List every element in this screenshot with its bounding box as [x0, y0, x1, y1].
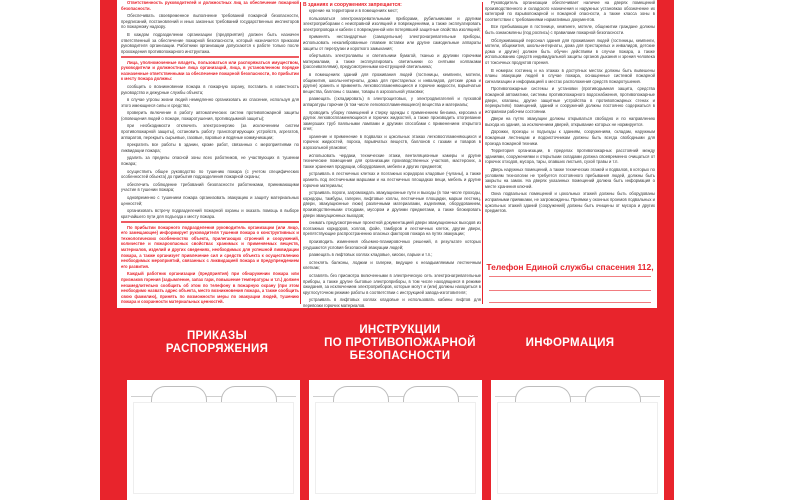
rescue-phone-line: Телефон Единой службы спасения 112, [486, 262, 654, 272]
text-paragraph: курение на территории и в помещениях мест; [309, 8, 399, 13]
text-paragraph: оставлять без присмотра включенными в электрическую сеть электронагревательные приборы, а также другие бытовые электроприборы, в том числе находящиеся в режиме ожидания, за исключением электроприборов, которые могут и (или) должны находиться в круглосуточном режиме работы в соответствии с инструкцией завода-изготовителя; [303, 272, 481, 295]
text-paragraph: Дорожки, проезды и подъезды к зданиям, сооружениям, складам, наружным пожарным лестницам и водоисточникам должны быть всегда свободными для проезда пожарной техники. [485, 129, 655, 146]
section-header-orders [117, 320, 317, 366]
text-paragraph: при необходимости отключить электроэнергию (за исключением систем противопожарной защиты), остановить работу транспортирующих устройств, агрегатов, аппаратов, перекрыть сырьевые, газовые, паровые и водяные коммуникации; [121, 123, 299, 140]
column-divider [482, 2, 483, 304]
text-paragraph: Окна подвальных помещений и цокольных этажей должны быть оборудованы исправными приямками, не загромождены. Приямки у оконных проемов подвальных и цокольных этажей зданий (сооружений) должны быть очищены от мусора и других предметов. [485, 191, 655, 214]
text-paragraph: Все пребывающие в гостинице, кемпинге, мотеле, общежитии граждане должны быть ознакомлены (под роспись) с правилами пожарной безопасности. [485, 24, 655, 35]
section-header-information [480, 320, 660, 366]
text-paragraph: сообщить о возникновении пожара в пожарную охрану, поставить в известность руководство и дежурные службы объекта; [121, 83, 299, 95]
text-paragraph: осуществить общее руководство по тушению пожара (с учетом специфических особенностей объекта) до прибытия подразделения пожарной охраны; [121, 168, 299, 180]
pocket-finger-tab [221, 386, 277, 402]
document-pocket-information[interactable] [491, 380, 664, 500]
emphasis-paragraph: По прибытии пожарного подразделения руководитель организации (или лицо, его замещающее) информирует руководителя тушения пожара о конструктивных и технологических особенностях объекта, прилегающих строений и сооружений, количестве и пожароопасных свойствах хранимых и применяемых веществ, материалов, изделий и других сведениях, необходимых для успешной ликвидации пожара, а также организует привлечение сил и средств объекта к осуществлению необходимых мероприятий, связанных с ликвидацией пожара и предупреждением его развития. [121, 224, 299, 269]
text-paragraph: использовать чердаки, технические этажи, вентиляционные камеры и другие технические помещения для организации производственных участков, мастерских, а также хранения продукции, оборудования, мебели и других предметов; [303, 152, 481, 169]
pocket-inner [133, 402, 294, 494]
text-paragraph: В номерах гостиниц и на этажах в доступных местах должны быть вывешены планы эвакуации людей в случае пожара, оснащенные системой пожарной сигнализации и информацией о местах расположения средств пожаротушения. [485, 67, 655, 84]
section-header-line: ИНФОРМАЦИЯ [525, 336, 615, 349]
text-paragraph: Руководитель организации обеспечивает наличие на дверях помещений производственного и складского назначения и наружных установках обозначение их категорий по взрывопожарной и пожарной опасности, а также класса зоны в соответствии с требованиями нормативных документов. [485, 0, 655, 22]
column-divider [300, 2, 301, 304]
pocket-finger-tab [151, 386, 207, 402]
text-paragraph: размещать (складировать) в электрощитовых, у электродвигателей и пусковой аппаратуры горючие (в том числе легковоспламеняющиеся) вещества и материалы; [303, 96, 481, 107]
text-paragraph: снимать предусмотренные проектной документацией двери эвакуационных выходов из поэтажных коридоров, холлов, фойе, тамбуров и лестничных клеток, другие двери, препятствующие распространению опасных факторов пожара на путях эвакуации; [303, 220, 481, 237]
text-paragraph: Обслуживающий персонал здания для проживания людей (гостиницы, кемпинги, мотели, общежития, школы-интернаты, дома для престарелых и инвалидов, детские дома и другие) должен быть обучен действиям в случае пожара, а также использованию средств индивидуальной защиты органов дыхания и зрения человека от токсичных продуктов горения. [485, 37, 655, 65]
text-paragraph: проверить включение в работу автоматических систем противопожарной защиты (оповещения людей о пожаре, пожаротушения, противодымной защиты); [121, 110, 299, 121]
text-paragraph: устраивать в лифтовых холлах кладовые и использовать кабины лифтов для перевозки горючих материалов. [303, 297, 481, 308]
text-paragraph: проводить уборку помещений и стирку одежды с применением бензина, керосина и других легковоспламеняющихся и горючих жидкостей, а также производить отогревание замерзших труб паяльными лампами и другими способами с применением открытого огня; [303, 109, 481, 132]
text-paragraph: в помещениях зданий для проживания людей (гостиницы, кемпинги, мотели, общежития, школы-интернаты, дома для престарелых и инвалидов, детские дома и другие) хранить и применять легковоспламеняющиеся и горючие жидкости, взрывчатые вещества, баллоны с газами, товары в аэрозольной упаковке; [303, 71, 481, 94]
poster-column-center [303, 0, 481, 308]
blank-line [489, 276, 651, 277]
text-paragraph: В каждом подразделении организации (предприятия) должен быть назначен ответственный за обеспечение пожарной безопасности, который назначается приказом руководителя организации. Работники организации допускаются к работе только после прохождения противопожарного инструктажа. [121, 31, 299, 54]
red-divider-bar [121, 56, 299, 57]
text-paragraph: применять нестандартные (самодельные) электронагревательные приборы, использовать некалиброванные плавкие вставки или другие самодельные аппараты защиты от перегрузки и короткого замыкания; [303, 34, 481, 51]
document-pocket-instructions[interactable] [309, 380, 482, 500]
text-paragraph: обеспечить соблюдение требований безопасности работниками, принимающими участие в тушении пожара; [121, 181, 299, 193]
text-paragraph: Противопожарные системы и установки (противодымная защита, средства пожарной автоматики, системы противопожарного водоснабжения, противопожарные двери, клапаны, другие защитные устройства в противопожарных стенах и перекрытиях) помещений, зданий и сооружений должны постоянно содержаться в исправном рабочем состоянии. [485, 86, 655, 114]
text-paragraph: хранение и применение в подвалах и цокольных этажах легковоспламеняющихся и горючих жидкостей, пороха, взрывчатых веществ, баллонов с газами и товаров в аэрозольной упаковке; [303, 133, 481, 151]
section-header-line: БЕЗОПАСНОСТИ [349, 349, 451, 362]
fire-safety-poster [117, 0, 657, 308]
pocket-inner [497, 402, 658, 494]
blank-line [489, 290, 651, 291]
text-paragraph: прекратить все работы в здании, кроме работ, связанных с мероприятиями по ликвидации пожара; [121, 142, 299, 153]
text-paragraph: Обеспечивать своевременное выполнение требований пожарной безопасности, предписаний, постановлений и иных законных требований государственных инспекторов по пожарному надзору. [121, 13, 299, 30]
text-paragraph: устраивать пороги, загромождать эвакуационные пути и выходы (в том числе проходы, коридоры, тамбуры, галереи, лифтовые холлы, лестничные площадки, марши лестниц, двери, эвакуационные люки) различными материалами, изделиями, оборудованием, производственными отходами, мусором и другими предметами, а также блокировать двери эвакуационных выходов; [303, 190, 481, 218]
emphasis-paragraph: Ответственность руководителей и должностных лиц за обеспечение пожарной безопасности. [121, 0, 299, 11]
poster-column-left [121, 0, 299, 308]
text-paragraph: Территория организации, в пределах противопожарных расстояний между зданиями, сооружениями и открытыми складами должна своевременно очищаться от горючих отходов, мусора, тары, опавших листьев, сухой травы и т.п. [485, 148, 655, 165]
pocket-finger-tab [403, 386, 459, 402]
text-paragraph: устраивать в лестничных клетках и поэтажных коридорах кладовые (чуланы), а также хранить под лестничными маршами и на лестничных площадках вещи, мебель и другие горючие материалы; [303, 171, 481, 188]
text-paragraph: Дверь наружных помещений, а также технических этажей и подвалов, в которых по условиям технологии не требуется постоянного пребывания людей, должны быть закрыты на замок. На дверях указанных помещений должна быть информация о месте хранения ключей. [485, 167, 655, 189]
text-paragraph: размещать в лифтовых холлах кладовые, киоски, ларьки и т.п.; [309, 252, 433, 258]
section-header-line: РАСПОРЯЖЕНИЯ [165, 343, 269, 355]
pocket-inner [315, 402, 476, 494]
text-paragraph: удалить за пределы опасной зоны всех работников, не участвующих в тушении пожара; [121, 155, 299, 167]
red-divider-bar [121, 221, 299, 222]
section-header-line: ИНСТРУКЦИИ [359, 323, 441, 336]
pocket-finger-tab [515, 386, 571, 402]
section-header-line: ПРИКАЗЫ [186, 330, 248, 342]
column-heading: В зданиях и сооружениях запрещается: [303, 2, 402, 8]
emphasis-paragraph: Лица, уполномоченные владеть, пользоваться или распоряжаться имуществом, руководители и должностные лица организаций, лица, в установленном порядке назначенные ответственными за обеспечение пожарной безопасности, по прибытии к месту пожара должны: [121, 59, 299, 82]
text-paragraph: остеклять балконы, лоджии и галереи, ведущие к незадымляемым лестничным клеткам; [303, 259, 481, 271]
text-paragraph: производить изменения объемно-планировочных решений, в результате которых ухудшаются условия безопасной эвакуации людей; [303, 238, 481, 250]
text-paragraph: в случае угрозы жизни людей немедленно организовать их спасение, используя для этого имеющиеся силы и средства; [121, 97, 299, 108]
blank-line [489, 302, 651, 303]
section-header-instructions [300, 320, 500, 366]
text-paragraph: одновременно с тушением пожара организовать эвакуацию и защиту материальных ценностей; [121, 195, 299, 206]
text-paragraph: организовать встречу подразделений пожарной охраны и оказать помощь в выборе кратчайшего пути для подъезда к месту пожара. [121, 208, 299, 219]
text-paragraph: Двери на путях эвакуации должны открываться свободно и по направлению выхода из здания, за исключением дверей, открывание которых не нормируется. [485, 116, 655, 127]
section-header-line: ПО ПРОТИВОПОЖАРНОЙ [324, 336, 476, 349]
document-pocket-orders[interactable] [127, 380, 300, 500]
emphasis-paragraph: Каждый работник организации (предприятия) при обнаружении пожара или признаков горения (задымление, запах гари, повышение температуры и т.п.) должен незамедлительно сообщить об этом по телефону в пожарную охрану (при этом необходимо назвать адрес объекта, место возникновения пожара, а также сообщить свою фамилию), принять по возможности меры по эвакуации людей, тушению пожара и сохранности материальных ценностей. [121, 271, 299, 305]
pocket-finger-tab [333, 386, 389, 402]
pocket-finger-tab [585, 386, 641, 402]
text-paragraph: пользоваться электронагревательными приборами, рубильниками и другими электроприборами с неисправной изоляцией и повреждениями, а также эксплуатировать электропровода и кабели с поврежденной или потерявшей защитные свойства изоляцией; [303, 15, 481, 32]
text-paragraph: обертывать электролампы и светильники бумагой, тканью и другими горючими материалами, а также эксплуатировать светильники со снятыми колпаками (рассеивателями), предусмотренными конструкцией светильника; [303, 53, 481, 70]
